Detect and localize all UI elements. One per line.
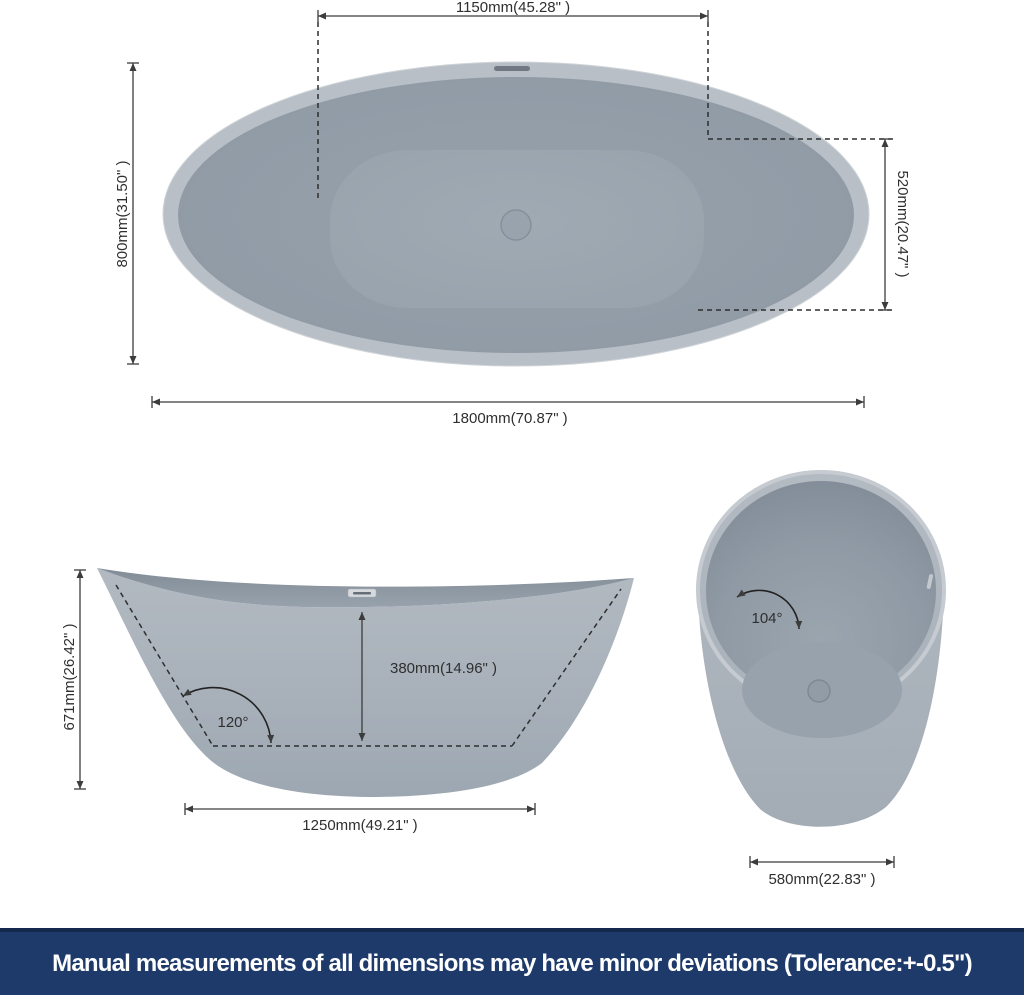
dim-label-800: 800mm(31.50" ) — [114, 160, 131, 268]
tolerance-text: Manual measurements of all dimensions may have minor deviations (Tolerance:+-0.5") — [52, 949, 972, 977]
dim-label-380: 380mm(14.96" ) — [390, 660, 498, 677]
drain-icon — [808, 680, 830, 702]
top-view — [114, 0, 911, 427]
dim-side-height — [61, 570, 86, 789]
dim-top-height — [114, 63, 139, 364]
dim-label-120deg: 120° — [217, 714, 249, 731]
dim-label-580: 580mm(22.83" ) — [768, 871, 876, 888]
overflow-slot-icon — [494, 66, 530, 71]
overflow-slot-icon — [353, 592, 371, 595]
side-view — [61, 568, 634, 834]
dim-label-671: 671mm(26.42" ) — [61, 623, 78, 731]
dim-side-base-length — [185, 803, 535, 834]
drain-icon — [501, 210, 531, 240]
dim-label-520: 520mm(20.47" ) — [894, 170, 911, 278]
end-view — [698, 472, 944, 888]
dim-end-width — [750, 856, 894, 888]
dim-top-length — [152, 396, 864, 427]
dim-label-1800: 1800mm(70.87" ) — [452, 410, 568, 427]
dim-label-104deg: 104° — [751, 610, 783, 627]
dim-label-1150: 1150mm(45.28" ) — [455, 0, 571, 16]
tolerance-footer — [0, 928, 1024, 995]
dim-label-1250: 1250mm(49.21" ) — [302, 817, 418, 834]
